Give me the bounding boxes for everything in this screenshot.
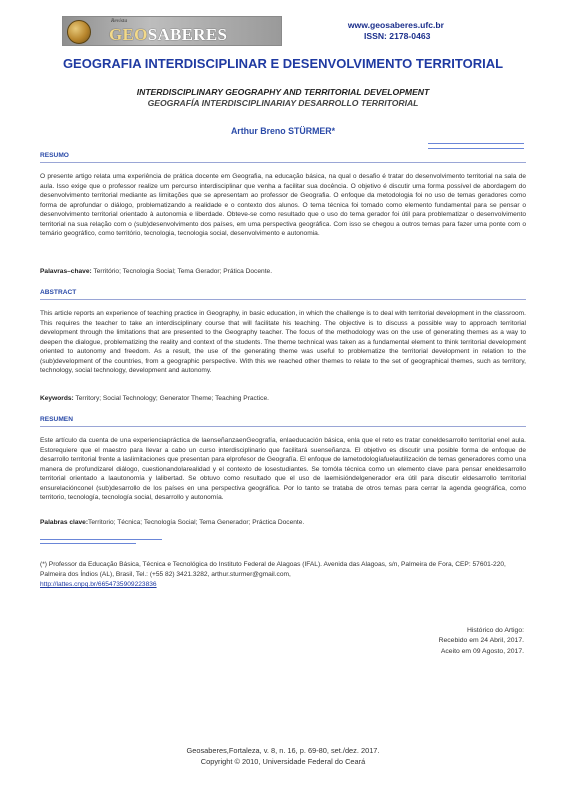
keywords-values: Território; Tecnologia Social; Tema Gerador; Prática Docente. [91, 268, 273, 275]
keywords-label: Keywords: [40, 395, 74, 402]
logo-saberes: SABERES [147, 25, 228, 44]
keywords-label: Palabras clave: [40, 519, 89, 526]
footer-citation: Geosaberes,Fortaleza, v. 8, n. 16, p. 69-80, set./dez. 2017. [186, 746, 380, 755]
keywords-values: Territorio; Técnica; Tecnología Social; Tema Generador; Práctica Docente. [88, 519, 305, 526]
logo-revista-label: Revista [111, 18, 128, 24]
resumen-heading: RESUMEN [40, 416, 73, 423]
footer-copyright: Copyright © 2010, Universidade Federal do Ceará [200, 757, 366, 766]
journal-website[interactable]: www.geosaberes.ufc.br [347, 20, 444, 30]
section-divider [40, 162, 526, 163]
abstract-heading: ABSTRACT [40, 289, 77, 296]
resumo-text: O presente artigo relata uma experiência de prática docente em Geografia, na educação básica, na qual o desafio é tratar do desenvolvimento territorial na sala de aula. Isso exige que o professor realize um percurso interdisciplinar que venha a facilitar sua docência. O objetivo é discutir uma forma possível de abordagem do desenvolvimento territorial mediante as limitações que se apresentam ao professor de Geografia. O enfoque da metodologia foi no uso de temas geradores como forma de aprofundar o diálogo, problematizando a realidade e o contexto dos alunos. O tema técnica foi tomado como elemento fundamental para se pensar o desenvolvimento territorial orientado à autonomia e liberdade. Obteve-se como resultado que o uso do tema gerador foi útil para problematizar o desenvolvimento territorial na sua relação com o (sub)desenvolvimento dos países, em uma perspectiva geográfica. Com isso se chegou a outros temas para fazer uma ponte com o temário geográfico, como território, tecnologia, tecnologia social, desenvolvimento e autonomia. [40, 173, 526, 237]
resumen-keywords [40, 518, 526, 528]
author-divider [428, 148, 524, 149]
section-divider [40, 299, 526, 300]
abstract-keywords [40, 394, 526, 404]
footnote-divider [40, 539, 162, 540]
lattes-link[interactable]: http://lattes.cnpq.br/6654735909223836 [40, 581, 157, 588]
article-title-spanish: GEOGRAFÍA INTERDISCIPLINARIAY DESARROLLO TERRITORIAL [147, 98, 419, 108]
keywords-values: Territory; Social Technology; Generator Theme; Teaching Practice. [73, 395, 269, 402]
section-divider [40, 426, 526, 427]
article-title-english: INTERDISCIPLINARY GEOGRAPHY AND TERRITORIAL DEVELOPMENT [136, 87, 430, 97]
history-accepted: Aceito em 09 Agosto, 2017. [440, 647, 524, 655]
logo-wordmark [109, 25, 227, 45]
journal-issn: ISSN: 2178-0463 [364, 31, 431, 41]
logo-geo: GEO [109, 25, 148, 44]
history-received: Recebido em 24 Abril, 2017. [438, 637, 524, 645]
author-name: Arthur Breno STÜRMER* [230, 126, 336, 136]
page-footer [0, 745, 566, 767]
footnote-divider [40, 543, 136, 544]
journal-logo [62, 16, 282, 46]
abstract-text: This article reports an experience of teaching practice in Geography, in basic education, in which the challenge is to deal with territorial development in the classroom. This requires the teacher to take an interdisciplinary course that will facilitate his teaching. The objective is to discuss a possible way to approach territorial development through the limitations that are presented to the Geography teacher. The focus of the methodology was on the use of generating themes as a way to deepen the dialogue, problematizing the reality and context of the students. The theme technical was taken as a fundamental element to think territorial development oriented to autonomy and freedom. As a result, the use of the generating theme was useful to problematize the territorial development in relation to the (sub)development of the countries, from a geographic perspective. With this we reached other themes to relate to the set of geographical themes, such as territory, technology, social technology, development and autonomy. [40, 310, 526, 374]
resumen-text: Este artículo da cuenta de una experienciapráctica de laenseñanzaenGeografía, enlaeducación básica, enla que el reto es tratar coneldesarrollo territorial enel aula. Estorequiere que el maestro para llevar a cabo un curso interdisciplinario que facilitará suenseñanza. El objetivo es discutir una posible forma de enfoque de desarrollo territorial frente a laslimitaciones que presentan para elprofesor de Geografía. El enfoque de lametodologíafuelautilización de temas generadores como una manera de profundizarel diálogo, cuestionandolarealidad y el contexto de losestudiantes. Se tomóla técnica como un elemento clave para pensar eneldesarrollo territorial orientado a laautonomía y lalibertad. Se obtuvo como resultado que el uso de laemisióndelgenerador era útil para discutir eldesarrollo territorial ensurelaciónconel (sub)desarrollo de los países en una perspectiva geográfica. Por lo tanto se trataba de otros temas para cerrar la agenda geográfica, como territorio, tecnología, tecnología social, desarrollo y autonomía. [40, 437, 526, 501]
keywords-label: Palavras–chave: [40, 268, 92, 275]
author-divider [428, 143, 524, 144]
history-label: Histórico do Artigo: [466, 627, 524, 634]
globe-icon [67, 20, 91, 44]
footnote-text: (*) Professor da Educação Básica, Técnica e Tecnológica do Instituto Federal de Alagoas (IFAL). Avenida das Alagoas, s/n, Palmeira de Fora, CEP: 57601-220, Palmeira dos Índios (AL), Brasil, Tel.: (+55 82) 3421.3282, arthur.sturmer@gmail.com, [40, 561, 506, 578]
author-footnote [40, 560, 526, 590]
article-title: GEOGRAFIA INTERDISCIPLINAR E DESENVOLVIMENTO TERRITORIAL [62, 56, 504, 71]
article-history [439, 626, 524, 657]
resumo-keywords [40, 267, 526, 277]
resumo-heading: RESUMO [40, 152, 69, 159]
